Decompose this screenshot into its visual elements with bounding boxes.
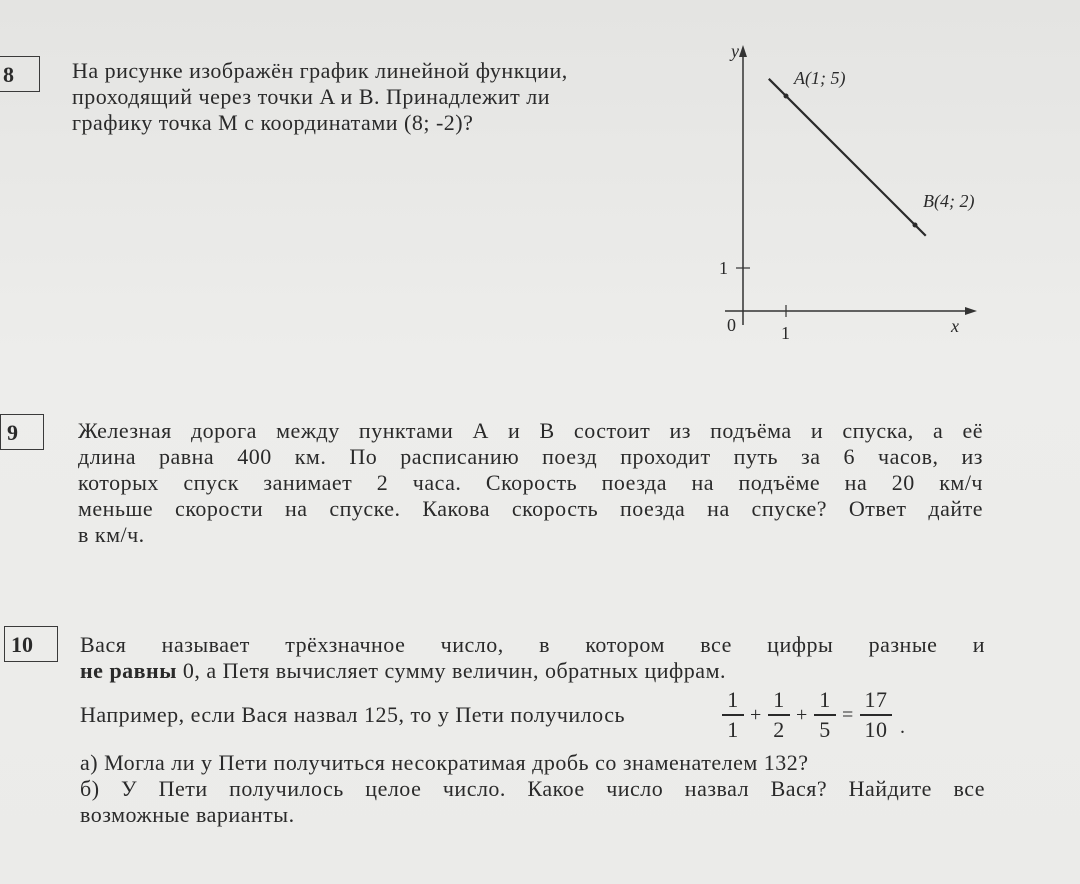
problem-10-line-1: Вася называет трёхзначное число, в котором все цифры разные и: [80, 632, 985, 657]
fraction-1-numerator: 1: [727, 687, 739, 712]
example-lead: Например, если Вася назвал 125, то у Пети получилось: [80, 702, 625, 727]
fraction-3: [810, 688, 840, 742]
linear-function-graph: [715, 35, 1005, 355]
fraction-result-bar: [860, 714, 892, 716]
point-a-marker: [784, 94, 789, 99]
fraction-1: [718, 688, 748, 742]
not-equal-emphasis: не равны: [80, 658, 177, 683]
fraction-3-numerator: 1: [819, 687, 831, 712]
y-tick-label: 1: [719, 258, 728, 278]
fraction-result: [856, 688, 896, 742]
problem-10-part-a: а) Могла ли у Пети получиться несократимая дробь со знаменателем 132?: [80, 750, 809, 775]
problem-8-number: 8: [0, 56, 40, 92]
problem-8-line-3: графику точка M с координатами (8; -2)?: [72, 110, 474, 135]
plus-sign-2: +: [796, 704, 808, 726]
point-b-marker: [913, 223, 918, 228]
problem-9-text: [78, 418, 983, 548]
fraction-result-denominator: 10: [864, 716, 888, 742]
function-line: [769, 79, 926, 236]
point-a-label: A(1; 5): [794, 68, 846, 88]
graph-plot: [769, 68, 975, 236]
problem-10-part-b-line-2: возможные варианты.: [80, 802, 295, 827]
y-axis-label: y: [731, 41, 739, 61]
fraction-3-denominator: 5: [819, 716, 831, 742]
fraction-2-denominator: 2: [773, 716, 785, 742]
x-axis-label: x: [951, 316, 959, 336]
problem-10-line-2-rest: 0, а Петя вычисляет сумму величин, обратных цифрам.: [176, 658, 726, 683]
fraction-1-denominator: 1: [727, 716, 739, 742]
origin-label: 0: [727, 315, 736, 335]
fraction-1-bar: [722, 714, 744, 716]
problem-10-number: 10: [4, 626, 58, 662]
fraction-2-numerator: 1: [773, 687, 785, 712]
problem-8-line-2: проходящий через точки A и B. Принадлежит ли: [72, 84, 550, 109]
problem-9-line-5: в км/ч.: [78, 522, 145, 547]
fraction-result-numerator: 17: [864, 687, 888, 712]
problem-10-line-2: [80, 658, 985, 684]
problem-9-line-1: Железная дорога между пунктами А и В состоит из подъёма и спуска, а её: [78, 418, 983, 443]
fraction-2-bar: [768, 714, 790, 716]
plus-sign-1: +: [750, 704, 762, 726]
equals-sign: =: [842, 704, 854, 726]
example-period: .: [900, 716, 906, 738]
problem-10-text: [80, 632, 985, 828]
y-axis-arrow: [739, 45, 747, 57]
x-axis-arrow: [965, 307, 977, 315]
x-tick-label: 1: [781, 323, 790, 343]
fraction-2: [764, 688, 794, 742]
problem-8-line-1: На рисунке изображён график линейной функции,: [72, 58, 568, 83]
point-b-label: B(4; 2): [923, 191, 975, 211]
problem-9-line-4: меньше скорости на спуске. Какова скорость поезда на спуске? Ответ дайте: [78, 496, 983, 521]
fraction-3-bar: [814, 714, 836, 716]
example-row: [80, 688, 985, 744]
problem-10-part-b-line-1: б) У Пети получилось целое число. Какое число назвал Вася? Найдите все: [80, 776, 985, 801]
problem-8-text: [72, 58, 722, 136]
problem-9-number: 9: [0, 414, 44, 450]
problem-9-line-2: длина равна 400 км. По расписанию поезд проходит путь за 6 часов, из: [78, 444, 983, 469]
problem-9-line-3: которых спуск занимает 2 часа. Скорость поезда на подъёме на 20 км/ч: [78, 470, 983, 495]
